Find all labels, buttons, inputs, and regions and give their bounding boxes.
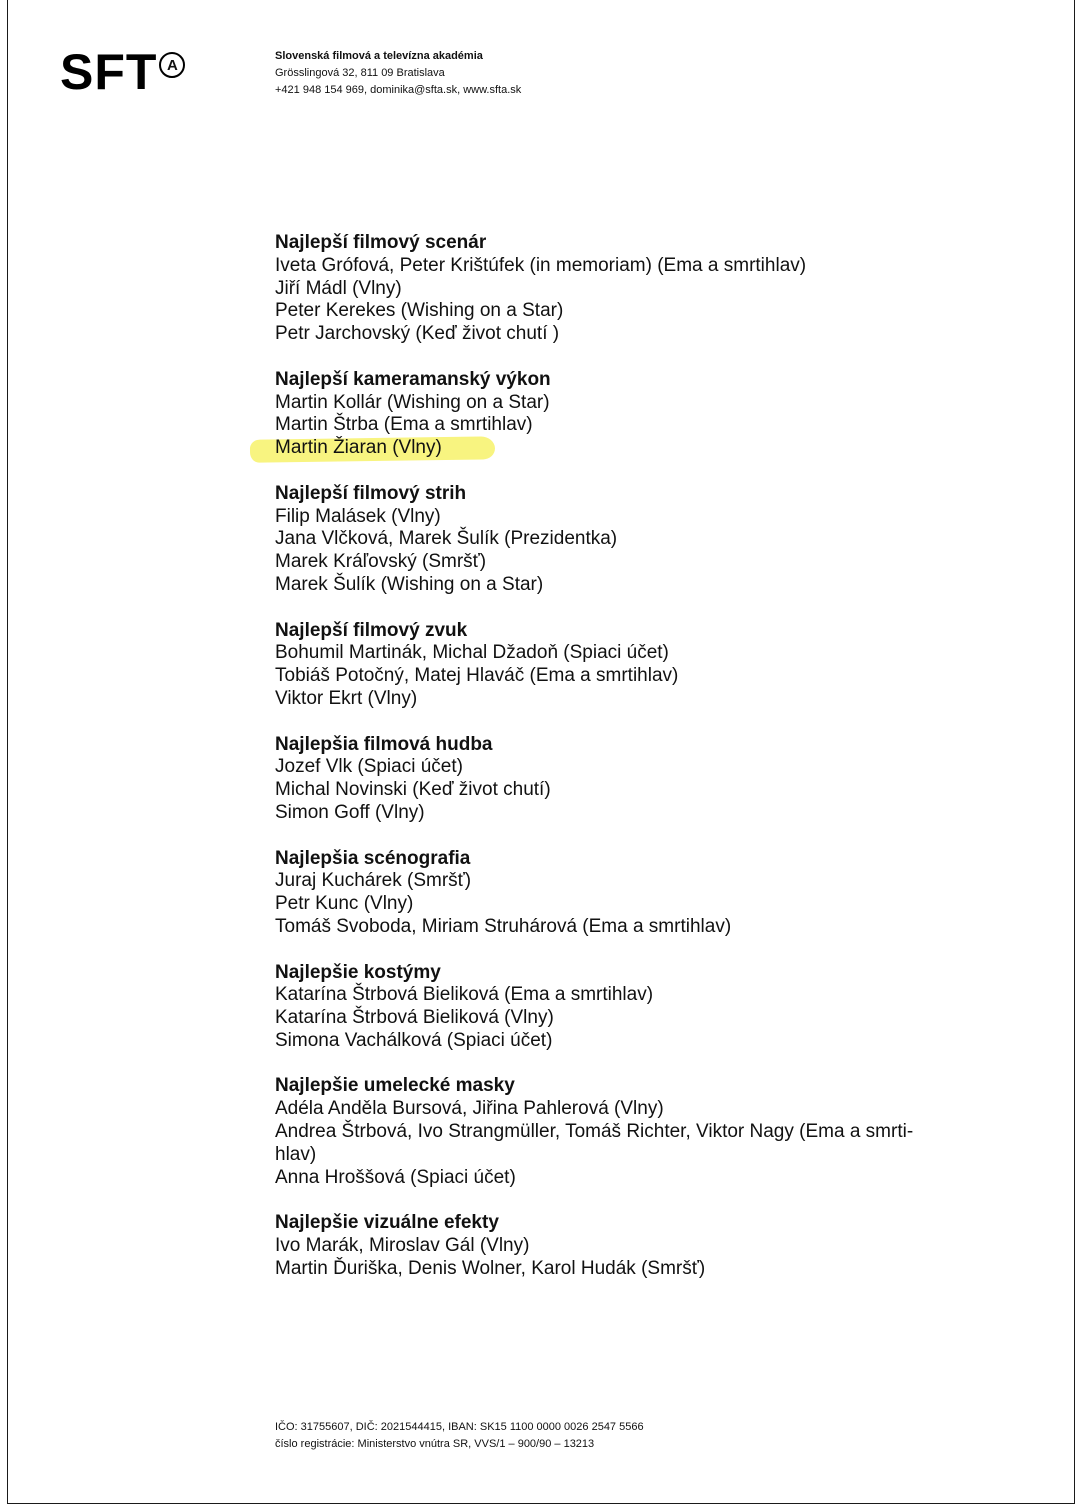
nominee-entry: Katarína Štrbová Bieliková (Ema a smrtihlav) <box>275 984 654 1006</box>
nominee-entry: Juraj Kuchárek (Smršť) <box>275 870 472 892</box>
organization-contact: +421 948 154 969, dominika@sfta.sk, www.sfta.sk <box>275 84 522 96</box>
nominee-entry: hlav) <box>275 1143 317 1165</box>
nominee-entry: Bohumil Martinák, Michal Džadoň (Spiaci účet) <box>275 642 669 664</box>
nominee-entry: Katarína Štrbová Bieliková (Vlny) <box>275 1007 554 1029</box>
nominee-entry: Martin Žiaran (Vlny) <box>275 437 442 459</box>
footer-registration-number: číslo registrácie: Ministerstvo vnútra SR, VVS/1 – 900/90 – 13213 <box>275 1438 595 1450</box>
organization-name: Slovenská filmová a televízna akadémia <box>275 50 483 62</box>
footer-registration-ids: IČO: 31755607, DIČ: 2021544415, IBAN: SK15 1100 0000 0026 2547 5566 <box>275 1421 644 1433</box>
award-category <box>275 369 975 460</box>
category-title: Najlepší kameramanský výkon <box>275 368 551 390</box>
organization-header <box>275 48 521 99</box>
nominee-entry: Adéla Anděla Bursová, Jiřina Pahlerová (Vlny) <box>275 1098 664 1120</box>
nominee-entry: Petr Kunc (Vlny) <box>275 893 414 915</box>
nominations-list <box>275 232 975 1303</box>
nominee-entry: Filip Malásek (Vlny) <box>275 505 441 527</box>
category-title: Najlepší filmový strih <box>275 482 467 504</box>
award-category <box>275 734 975 825</box>
nominee-entry: Martin Ďuriška, Denis Wolner, Karol Hudák (Smršť) <box>275 1257 706 1279</box>
nominee-entry: Martin Štrba (Ema a smrtihlav) <box>275 414 533 436</box>
award-category <box>275 962 975 1053</box>
nominee-entry: Jana Vlčková, Marek Šulík (Prezidentka) <box>275 528 618 550</box>
nominee-entry: Petr Jarchovský (Keď život chutí ) <box>275 323 560 345</box>
category-title: Najlepší filmový scenár <box>275 232 487 253</box>
nominee-entry: Simon Goff (Vlny) <box>275 801 425 823</box>
nominee-entry: Peter Kerekes (Wishing on a Star) <box>275 300 564 322</box>
nominee-entry: Marek Kráľovský (Smršť) <box>275 551 487 573</box>
category-title: Najlepšia filmová hudba <box>275 733 493 755</box>
nominee-entry: Anna Hroššová (Spiaci účet) <box>275 1166 516 1188</box>
document-footer <box>275 1419 644 1453</box>
logo-circle-a-icon: A <box>159 52 185 78</box>
award-category <box>275 483 975 597</box>
logo-text: SFT <box>60 44 158 100</box>
category-title: Najlepší filmový zvuk <box>275 619 468 641</box>
nominee-entry: Michal Novinski (Keď život chutí) <box>275 779 551 801</box>
nominee-entry: Iveta Grófová, Peter Krištúfek (in memoriam) (Ema a smrtihlav) <box>275 254 807 276</box>
award-category <box>275 848 975 939</box>
award-category <box>275 1212 975 1280</box>
award-category <box>275 1075 975 1189</box>
nominee-entry: Marek Šulík (Wishing on a Star) <box>275 573 544 595</box>
nominee-entry: Jiří Mádl (Vlny) <box>275 277 402 299</box>
category-title: Najlepšie kostýmy <box>275 961 441 983</box>
award-category <box>275 232 975 346</box>
category-title: Najlepšie vizuálne efekty <box>275 1212 499 1234</box>
category-title: Najlepšia scénografia <box>275 847 471 869</box>
sfta-logo <box>60 44 185 100</box>
nominee-entry: Ivo Marák, Miroslav Gál (Vlny) <box>275 1235 530 1257</box>
award-category <box>275 620 975 711</box>
nominee-entry: Tomáš Svoboda, Miriam Struhárová (Ema a smrtihlav) <box>275 915 732 937</box>
organization-address: Grösslingová 32, 811 09 Bratislava <box>275 67 445 79</box>
nominee-entry: Viktor Ekrt (Vlny) <box>275 687 418 709</box>
nominee-entry: Martin Kollár (Wishing on a Star) <box>275 391 550 413</box>
nominee-entry: Simona Vachálková (Spiaci účet) <box>275 1029 553 1051</box>
category-title: Najlepšie umelecké masky <box>275 1075 515 1097</box>
nominee-entry: Jozef Vlk (Spiaci účet) <box>275 756 463 778</box>
nominee-entry: Andrea Štrbová, Ivo Strangmüller, Tomáš Richter, Viktor Nagy (Ema a smrti- <box>275 1121 914 1143</box>
nominee-entry: Tobiáš Potočný, Matej Hlaváč (Ema a smrtihlav) <box>275 665 679 687</box>
